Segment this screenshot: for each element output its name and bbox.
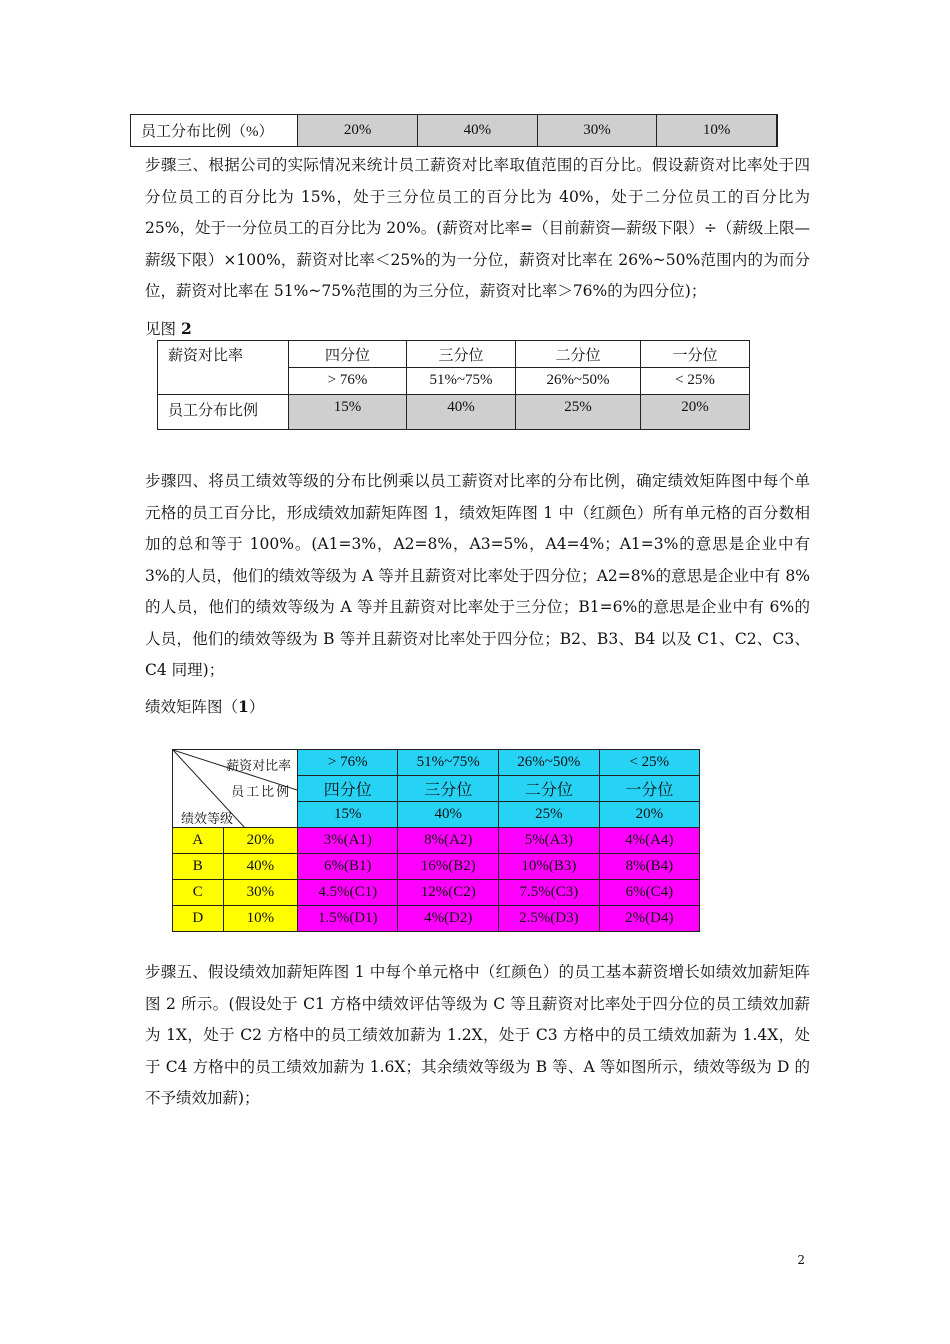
- matrix-cell: 10%(B3): [499, 854, 600, 880]
- quartile-header: 三分位: [407, 341, 516, 368]
- step5-paragraph: 步骤五、假设绩效加薪矩阵图 1 中每个单元格中（红颜色）的员工基本薪资增长如绩效加薪矩阵图 2 所示。(假设处于 C1 方格中绩效评估等级为 C 等且薪资对比率处于四分位的员工绩效加薪为 1X，处于 C2 方格中的员工绩效加薪为 1.2X，处于 C3 方格中的员工绩效加薪为 1.4X，处于 C4 方格中的员工绩效加薪为 1.6X；其余绩效等级为 B 等、A 等如图所示，绩效等级为 D 的不予绩效加薪)；: [145, 963, 810, 1107]
- matrix-cell: 2.5%(D3): [499, 906, 600, 932]
- matrix-share: 15%: [298, 802, 398, 828]
- matrix-cell: 4%(A4): [599, 828, 699, 854]
- distribution-value: 40%: [417, 115, 537, 147]
- matrix-share: 40%: [398, 802, 499, 828]
- matrix-cell: 2%(D4): [599, 906, 699, 932]
- salary-ratio-table: [157, 340, 750, 430]
- matrix-quartile: 一分位: [599, 776, 699, 802]
- grade-pct-cell: 10%: [223, 906, 298, 932]
- grade-pct-cell: 30%: [223, 880, 298, 906]
- share-cell: 20%: [641, 394, 750, 429]
- matrix-quartile: 四分位: [298, 776, 398, 802]
- corner-salary-ratio: 薪资对比率: [226, 758, 292, 773]
- matrix-cell: 16%(B2): [398, 854, 499, 880]
- matrix-cell: 8%(A2): [398, 828, 499, 854]
- grade-pct-cell: 40%: [223, 854, 298, 880]
- range-cell: > 76%: [289, 368, 407, 394]
- matrix-range: > 76%: [298, 750, 398, 776]
- matrix-cell: 1.5%(D1): [298, 906, 398, 932]
- share-cell: 15%: [289, 394, 407, 429]
- matrix-quartile: 三分位: [398, 776, 499, 802]
- matrix-cell: 5%(A3): [499, 828, 600, 854]
- share-cell: 25%: [516, 394, 641, 429]
- matrix-cell: 12%(C2): [398, 880, 499, 906]
- range-cell: 51%~75%: [407, 368, 516, 394]
- matrix-caption: 绩效矩阵图（1）: [145, 697, 265, 716]
- grade-cell: D: [173, 906, 224, 932]
- matrix-quartile: 二分位: [499, 776, 600, 802]
- quartile-header: 四分位: [289, 341, 407, 368]
- range-cell: 26%~50%: [516, 368, 641, 394]
- matrix-cell: 4.5%(C1): [298, 880, 398, 906]
- distribution-table: [130, 114, 778, 147]
- matrix-cell: 7.5%(C3): [499, 880, 600, 906]
- see-figure-2: 见图 2: [145, 319, 192, 338]
- step3-paragraph: 步骤三、根据公司的实际情况来统计员工薪资对比率取值范围的百分比。假设薪资对比率处于四分位员工的百分比为 15%，处于三分位员工的百分比为 40%，处于二分位员工的百分比为 25%，处于一分位员工的百分比为 20%。(薪资对比率=（目前薪资—薪级下限）÷（薪级上限—薪级下限）×100%，薪资对比率＜25%的为一分位，薪资对比率在 26%~50%范围内的为而分位，薪资对比率在 51%~75%范围的为三分位，薪资对比率＞76%的为四分位)；: [145, 156, 810, 300]
- grade-cell: C: [173, 880, 224, 906]
- share-cell: 40%: [407, 394, 516, 429]
- distribution-value: 20%: [298, 115, 418, 147]
- matrix-cell: 3%(A1): [298, 828, 398, 854]
- grade-cell: A: [173, 828, 224, 854]
- quartile-header: 一分位: [641, 341, 750, 368]
- matrix-range: < 25%: [599, 750, 699, 776]
- distribution-value: 10%: [657, 115, 777, 147]
- matrix-share: 25%: [499, 802, 600, 828]
- matrix-range: 51%~75%: [398, 750, 499, 776]
- employee-share-label: 员工分布比例: [158, 394, 289, 429]
- salary-ratio-label: 薪资对比率: [158, 341, 289, 395]
- page-number: 2: [797, 1253, 805, 1267]
- distribution-value: 30%: [537, 115, 657, 147]
- matrix-share: 20%: [599, 802, 699, 828]
- matrix-range: 26%~50%: [499, 750, 600, 776]
- distribution-label: 员工分布比例（%）: [131, 115, 298, 147]
- performance-matrix: [172, 749, 700, 932]
- matrix-cell: 6%(B1): [298, 854, 398, 880]
- grade-pct-cell: 20%: [223, 828, 298, 854]
- step4-paragraph: 步骤四、将员工绩效等级的分布比例乘以员工薪资对比率的分布比例，确定绩效矩阵图中每个单元格的员工百分比，形成绩效加薪矩阵图 1，绩效矩阵图 1 中（红颜色）所有单元格的百分数相加的总和等于 100%。(A1=3%，A2=8%，A3=5%，A4=4%；A1=3%的意思是企业中有 3%的人员，他们的绩效等级为 A 等并且薪资对比率处于四分位；A2=8%的意思是企业中有 8%的人员，他们的绩效等级为 A 等并且薪资对比率处于三分位；B1=6%的意思是企业中有 6%的人员，他们的绩效等级为 B 等并且薪资对比率处于四分位；B2、B3、B4 以及 C1、C2、C3、C4 同理)；: [145, 472, 810, 679]
- corner-employee-share: 员工比例: [231, 784, 292, 799]
- quartile-header: 二分位: [516, 341, 641, 368]
- matrix-corner: [173, 750, 298, 828]
- matrix-cell: 8%(B4): [599, 854, 699, 880]
- range-cell: < 25%: [641, 368, 750, 394]
- grade-cell: B: [173, 854, 224, 880]
- matrix-cell: 6%(C4): [599, 880, 699, 906]
- corner-performance-grade: 绩效等级: [181, 811, 234, 826]
- matrix-cell: 4%(D2): [398, 906, 499, 932]
